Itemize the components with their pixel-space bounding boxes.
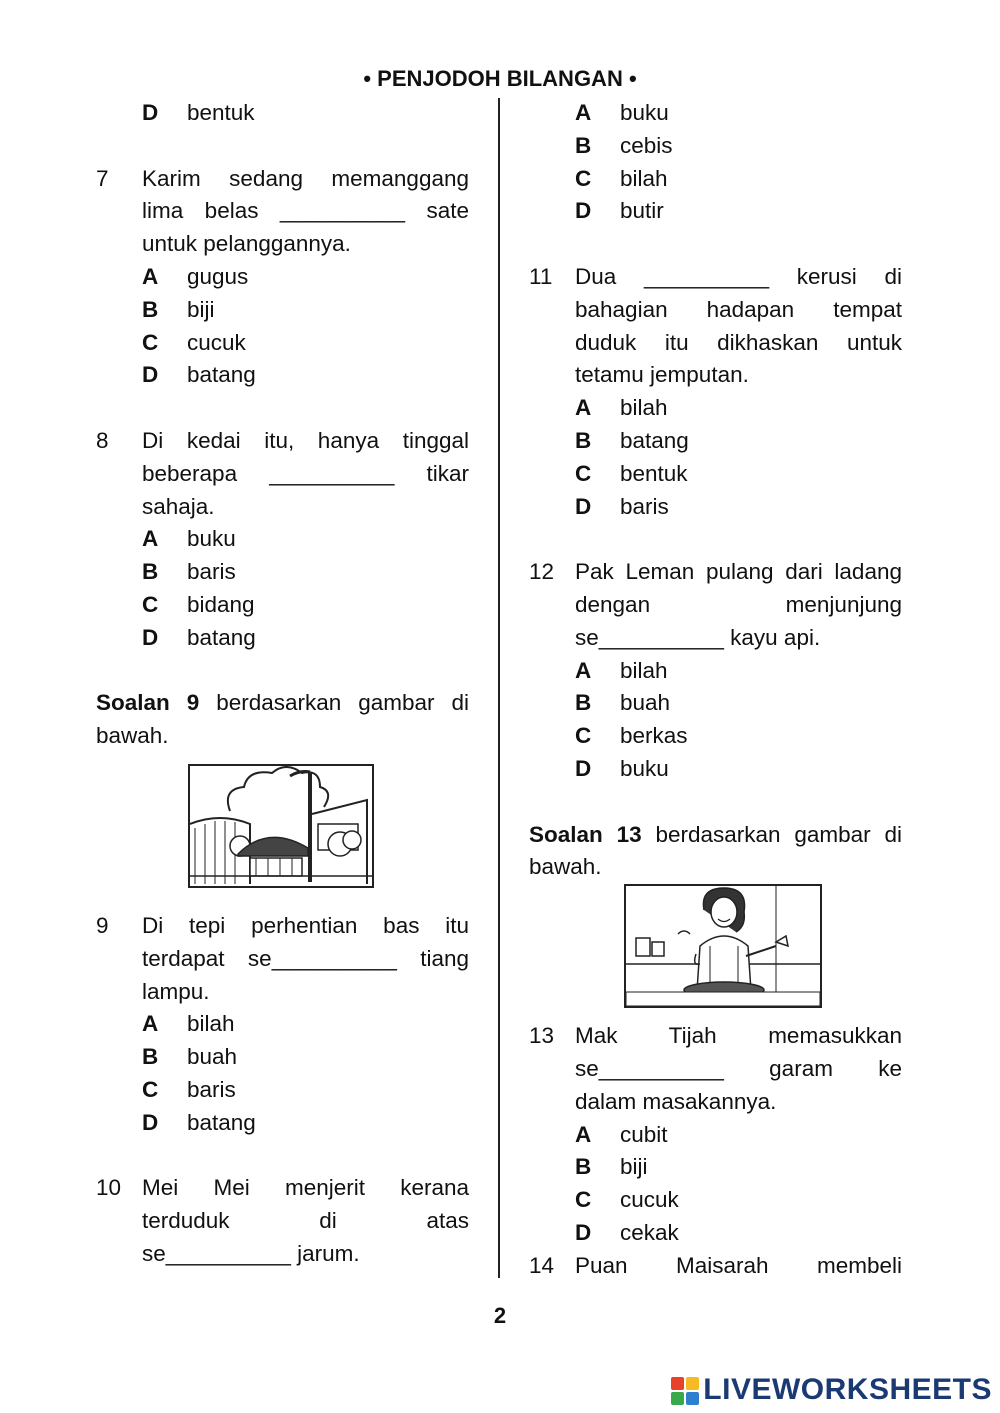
question-line: lampu. — [142, 978, 210, 1004]
q10-option-a[interactable] — [529, 97, 902, 130]
question-line: tetamu jemputan. — [575, 362, 749, 388]
option-letter: C — [575, 165, 592, 191]
option-letter: B — [142, 296, 159, 322]
q7-option-c[interactable] — [96, 327, 469, 360]
question-11 — [529, 261, 902, 392]
question-line: duduk itu dikhaskan untuk — [575, 329, 902, 355]
question-line: Pak Leman pulang dari ladang — [575, 559, 902, 585]
q7-option-b[interactable] — [96, 294, 469, 327]
option-text: cubit — [620, 1121, 668, 1147]
q9-option-a[interactable] — [96, 1008, 469, 1041]
option-text: bilah — [620, 395, 668, 421]
option-text: buah — [620, 690, 671, 716]
option-letter: B — [575, 1154, 592, 1180]
q13-option-d[interactable] — [529, 1217, 902, 1250]
option-text: baris — [620, 493, 669, 519]
q9-option-c[interactable] — [96, 1074, 469, 1107]
option-letter: C — [575, 460, 592, 486]
question-number: 10 — [96, 1175, 122, 1201]
option-letter: B — [575, 427, 592, 453]
brand-text: LIVEWORKSHEETS — [703, 1373, 992, 1407]
option-text: baris — [187, 559, 236, 585]
q8-option-c[interactable] — [96, 589, 469, 622]
question-number: 7 — [96, 165, 109, 191]
question-14 — [529, 1250, 902, 1283]
option-text: bilah — [187, 1011, 235, 1037]
option-text: cebis — [620, 132, 673, 158]
q10-option-b[interactable] — [529, 130, 902, 163]
q13-option-a[interactable] — [529, 1119, 902, 1152]
question-line: se__________ jarum. — [142, 1240, 360, 1266]
q9-option-b[interactable] — [96, 1041, 469, 1074]
option-text: biji — [187, 296, 215, 322]
option-letter: B — [575, 690, 592, 716]
question-9 — [96, 910, 469, 1008]
q11-option-c[interactable] — [529, 458, 902, 491]
soalan-label: Soalan 9 — [96, 690, 200, 716]
q12-option-d[interactable] — [529, 753, 902, 786]
option-text: buku — [620, 755, 669, 781]
option-letter: C — [575, 1187, 592, 1213]
question-line: sahaja. — [142, 493, 215, 519]
question-13 — [529, 1020, 902, 1118]
soalan-text: berdasarkan gambar di — [199, 690, 469, 716]
q7-option-a[interactable] — [96, 261, 469, 294]
question-number: 14 — [529, 1252, 555, 1278]
q7-option-d[interactable] — [96, 359, 469, 392]
option-text: baris — [187, 1076, 236, 1102]
option-text: batang — [187, 1109, 256, 1135]
column-divider — [498, 98, 500, 1278]
question-10 — [96, 1172, 469, 1270]
q13-option-c[interactable] — [529, 1184, 902, 1217]
question-line: Di kedai itu, hanya tinggal — [142, 427, 469, 453]
option-letter: B — [142, 559, 159, 585]
question-8 — [96, 425, 469, 523]
q6-option-d[interactable] — [96, 97, 469, 130]
option-letter: A — [142, 1011, 159, 1037]
option-text: butir — [620, 198, 664, 224]
option-text: cucuk — [187, 329, 246, 355]
question-line: se__________ kayu api. — [575, 624, 821, 650]
option-letter: B — [142, 1044, 159, 1070]
question-line: beberapa __________ tikar — [142, 460, 469, 486]
q10-option-d[interactable] — [529, 195, 902, 228]
q8-option-b[interactable] — [96, 556, 469, 589]
option-letter: A — [575, 395, 592, 421]
option-text: buku — [620, 100, 669, 125]
question-line: lima belas __________ sate — [142, 198, 469, 224]
soalan-text: berdasarkan gambar di — [641, 821, 902, 847]
question-line: Mei Mei menjerit kerana — [142, 1175, 469, 1201]
soalan-9-instruction — [96, 687, 469, 753]
option-text: biji — [620, 1154, 648, 1180]
option-letter: D — [142, 1109, 159, 1135]
option-letter: A — [142, 526, 159, 552]
q12-option-b[interactable] — [529, 687, 902, 720]
question-line: terdapat se__________ tiang — [142, 945, 469, 971]
liveworksheets-icon — [671, 1377, 699, 1405]
option-letter: D — [575, 198, 592, 224]
option-text: bilah — [620, 657, 668, 683]
option-text: batang — [187, 624, 256, 650]
question-line: Di tepi perhentian bas itu — [142, 912, 469, 938]
option-letter: C — [142, 1076, 159, 1102]
question-line: terduduk di atas — [142, 1208, 469, 1234]
question-number: 13 — [529, 1023, 555, 1049]
question-7 — [96, 163, 469, 261]
question-number: 8 — [96, 427, 109, 453]
q11-option-a[interactable] — [529, 392, 902, 425]
option-text: buku — [187, 526, 236, 552]
liveworksheets-logo[interactable] — [671, 1374, 992, 1407]
question-line: dalam masakannya. — [575, 1088, 777, 1114]
option-text: bilah — [620, 165, 668, 191]
soalan-text: bawah. — [96, 723, 169, 749]
option-letter: D — [575, 493, 592, 519]
page-title: • PENJODOH BILANGAN • — [363, 66, 637, 91]
question-line: bahagian hadapan tempat — [575, 296, 902, 322]
cooking-woman-illustration — [624, 884, 822, 1008]
question-line: Dua __________ kerusi di — [575, 263, 902, 289]
question-number: 9 — [96, 912, 109, 938]
q11-option-d[interactable] — [529, 491, 902, 524]
option-letter: D — [575, 1219, 592, 1245]
option-text: bentuk — [620, 460, 688, 486]
q8-option-a[interactable] — [96, 523, 469, 556]
option-letter: C — [142, 591, 159, 617]
question-12 — [529, 556, 902, 654]
question-number: 12 — [529, 559, 555, 585]
bus-stop-illustration — [188, 764, 374, 888]
option-text: cekak — [620, 1219, 679, 1245]
q11-option-b[interactable] — [529, 425, 902, 458]
option-letter: A — [575, 657, 592, 683]
option-text: bentuk — [187, 100, 255, 125]
option-letter: C — [575, 723, 592, 749]
option-text: batang — [187, 362, 256, 388]
question-number: 11 — [529, 263, 553, 289]
q10-option-c[interactable] — [529, 163, 902, 196]
option-letter: A — [575, 1121, 592, 1147]
q8-option-d[interactable] — [96, 622, 469, 655]
question-line: untuk pelanggannya. — [142, 231, 351, 257]
soalan-text: bawah. — [529, 854, 602, 880]
option-text: cucuk — [620, 1187, 679, 1213]
option-letter: A — [142, 263, 159, 289]
option-letter: D — [142, 362, 159, 388]
option-text: berkas — [620, 723, 688, 749]
option-text: bidang — [187, 591, 255, 617]
question-line: se__________ garam ke — [575, 1055, 902, 1081]
left-column — [96, 97, 469, 1271]
q9-option-d[interactable] — [96, 1107, 469, 1140]
option-letter: A — [575, 100, 592, 125]
soalan-13-instruction — [529, 819, 902, 885]
question-line: Karim sedang memanggang — [142, 165, 469, 191]
q12-option-c[interactable] — [529, 720, 902, 753]
question-line: dengan menjunjung — [575, 591, 902, 617]
soalan-label: Soalan 13 — [529, 821, 642, 847]
option-text: buah — [187, 1044, 238, 1070]
option-letter: C — [142, 329, 159, 355]
option-letter: D — [142, 624, 159, 650]
option-text: gugus — [187, 263, 249, 289]
q12-option-a[interactable] — [529, 655, 902, 688]
question-line: Mak Tijah memasukkan — [575, 1023, 902, 1049]
option-letter: D — [575, 755, 592, 781]
page-number: 2 — [493, 1303, 507, 1328]
q13-option-b[interactable] — [529, 1151, 902, 1184]
question-line: Puan Maisarah membeli — [575, 1252, 902, 1278]
right-column — [529, 97, 902, 1283]
option-letter: B — [575, 132, 592, 158]
option-letter: D — [142, 100, 159, 125]
option-text: batang — [620, 427, 689, 453]
